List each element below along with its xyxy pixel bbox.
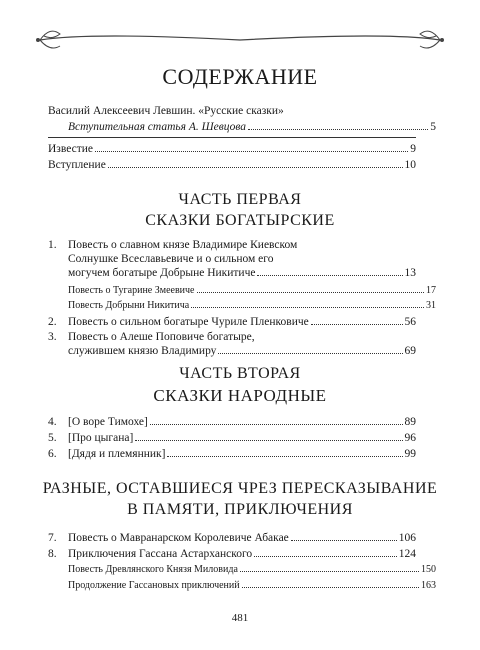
toc-entry-page: 99 [404,448,416,460]
toc-entry-label: Повесть о сильном богатыре Чуриле Пленковиче [68,316,309,328]
toc-entry-label: Известие [48,143,93,155]
part3-title-line1: РАЗНЫЕ, ОСТАВШИЕСЯ ЧРЕЗ ПЕРЕСКАЗЫВАНИЕ [42,480,438,497]
toc-entry-article[interactable] [48,120,436,134]
leader-dots [248,128,428,130]
toc-entry-front-1[interactable] [48,142,416,156]
toc-entry-line: Повесть о Алеше Поповиче богатыре, [68,331,255,343]
toc-entry-number: 6. [48,448,57,460]
toc-entry-7[interactable] [48,531,416,545]
toc-entry-page: 56 [404,316,416,328]
toc-entry-label: Продолжение Гассановых приключений [68,580,240,591]
toc-entry-label: Вступление [48,159,106,171]
toc-entry-line: Повесть о славном князе Владимире Киевском [68,239,298,251]
toc-entry-front-2[interactable] [48,158,416,172]
divider [48,137,416,138]
toc-entry-number: 1. [48,239,57,251]
toc-entry-page: 5 [430,121,436,133]
page-number: 481 [231,612,249,624]
toc-entry-2[interactable] [48,315,416,329]
toc-entry-page: 31 [426,300,436,311]
toc-entry-number: 7. [48,532,57,544]
toc-entry-label: Повесть о Мавранарском Королевиче Абакае [68,532,289,544]
toc-entry-label: Приключения Гассана Астарханского [68,548,253,560]
toc-entry-1b[interactable] [48,299,436,313]
toc-entry-label: Повесть Добрыни Никитича [68,300,190,311]
toc-entry-number: 4. [48,416,57,428]
toc-entry-number: 3. [48,331,57,343]
toc-entry-1a[interactable] [48,284,436,298]
toc-entry-label: Повесть Древлянского Князя Миловида [68,564,238,575]
toc-entry-page: 10 [404,159,416,171]
toc-entry-page: 9 [410,143,416,155]
part2-title: СКАЗКИ НАРОДНЫЕ [153,386,327,405]
page-title: СОДЕРЖАНИЕ [162,64,318,89]
leader-dots [254,555,397,557]
leader-dots [291,539,397,541]
toc-entry-label: [О воре Тимохе] [68,416,148,428]
part3-title-line2: В ПАМЯТИ, ПРИКЛЮЧЕНИЯ [127,501,353,518]
leader-dots [167,455,402,457]
toc-entry-line: служившем князю Владимиру [68,345,217,357]
toc-entry-label: Повесть о Тугарине Змеевиче [68,285,195,296]
toc-entry-3[interactable] [48,330,416,358]
toc-entry-page: 124 [398,548,416,560]
leader-dots [191,306,424,308]
ornament-header [30,18,450,58]
toc-entry-label: [Про цыгана] [68,432,134,444]
part2-label: ЧАСТЬ ВТОРАЯ [179,365,301,382]
toc-entry-line: могучем богатыре Добрыне Никитиче [68,267,256,279]
toc-entry-line: Солнушке Всеславьевиче и о сильном его [68,253,274,265]
toc-entry-page: 69 [404,345,416,357]
leader-dots [218,352,402,354]
toc-entry-label: [Дядя и племянник] [68,448,166,460]
toc-entry-page: 150 [421,564,436,575]
toc-entry-8[interactable] [48,547,416,561]
toc-entry-page: 17 [426,285,436,296]
part1-title: СКАЗКИ БОГАТЫРСКИЕ [145,212,335,229]
toc-entry-5[interactable] [48,431,416,445]
leader-dots [135,439,402,441]
toc-entry-number: 8. [48,548,57,560]
toc-entry-page: 96 [404,432,416,444]
part1-label: ЧАСТЬ ПЕРВАЯ [178,191,302,208]
leader-dots [108,166,403,168]
toc-entry-page: 106 [398,532,416,544]
toc-entry-number: 2. [48,316,57,328]
author-line: Василий Алексеевич Левшин. «Русские сказки» [48,105,284,117]
toc-entry-page: 163 [421,580,436,591]
toc-entry-4[interactable] [48,415,416,429]
toc-entry-1[interactable] [48,238,416,280]
leader-dots [150,423,403,425]
toc-entry-8a[interactable] [48,563,436,577]
leader-dots [240,570,419,572]
leader-dots [257,274,402,276]
toc-entry-6[interactable] [48,447,416,461]
toc-entry-page: 89 [404,416,416,428]
toc-entry-number: 5. [48,432,57,444]
leader-dots [242,586,419,588]
leader-dots [311,323,403,325]
leader-dots [197,291,425,293]
toc-entry-8b[interactable] [48,579,436,593]
toc-entry-label: Вступительная статья А. Шевцова [68,121,247,133]
leader-dots [95,150,408,152]
toc-entry-page: 13 [404,267,416,279]
